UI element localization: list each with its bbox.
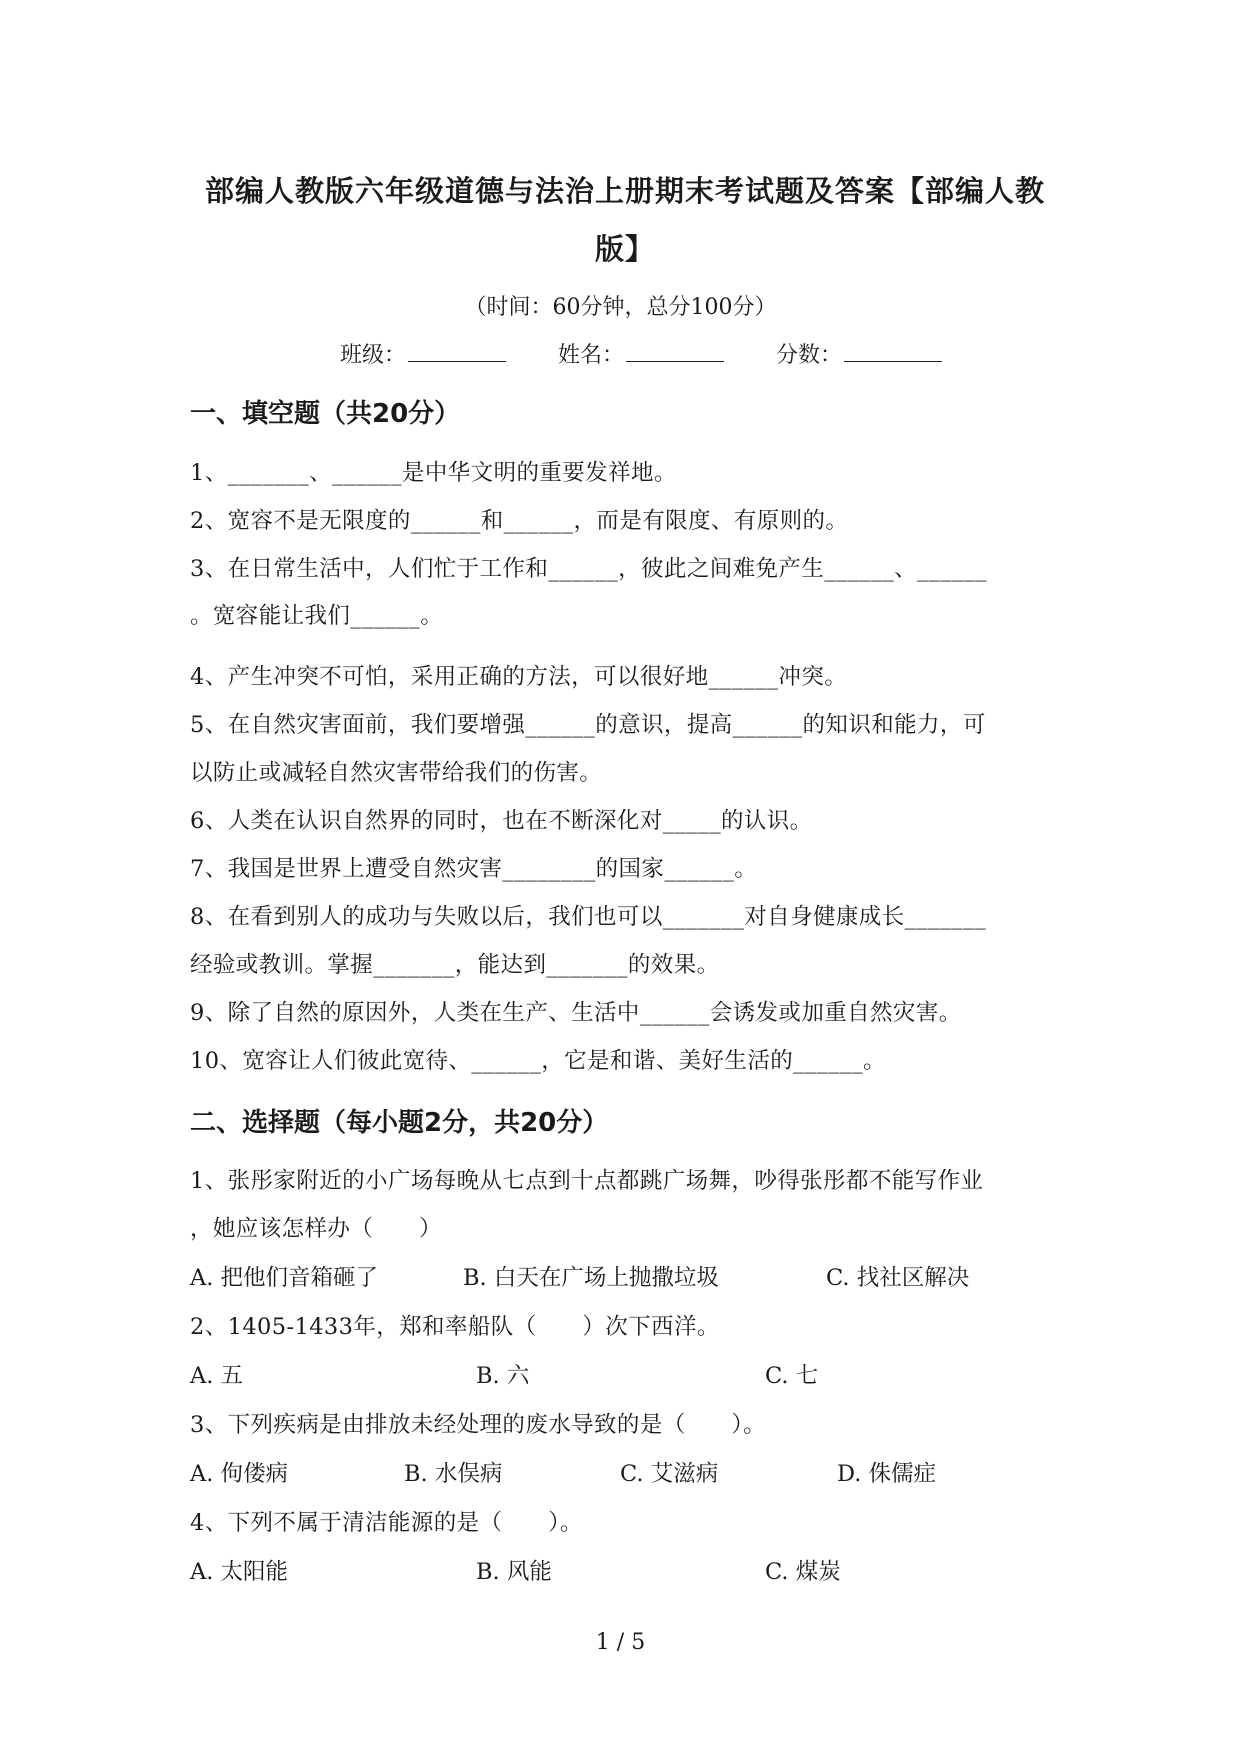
name-blank <box>626 339 724 362</box>
score-label: 分数： <box>776 343 843 368</box>
option-a: A. 太阳能 <box>190 1559 289 1585</box>
option-c: C. 七 <box>765 1363 819 1389</box>
option-b: B. 水俣病 <box>404 1461 503 1487</box>
question-stem: 4、下列不属于清洁能源的是（ ）。 <box>190 1510 583 1536</box>
question-line: 经验或教训。掌握_______，能达到_______的效果。 <box>190 952 720 978</box>
exam-time-info: （时间：60分钟，总分100分） <box>464 295 777 320</box>
page-number: 1 / 5 <box>595 1630 646 1655</box>
question-line: 以防止或减轻自然灾害带给我们的伤害。 <box>190 760 603 786</box>
question-line: 10、宽容让人们彼此宽待、______，它是和谐、美好生活的______。 <box>190 1048 886 1074</box>
question-line: 6、人类在认识自然界的同时，也在不断深化对_____的认识。 <box>190 808 813 834</box>
question-line: 2、宽容不是无限度的______和______，而是有限度、有原则的。 <box>190 508 849 534</box>
question-line: 7、我国是世界上遭受自然灾害________的国家______。 <box>190 856 758 882</box>
option-a: A. 五 <box>190 1363 244 1389</box>
question-line: 4、产生冲突不可怕，采用正确的方法，可以很好地______冲突。 <box>190 664 848 690</box>
section-heading-multiple-choice: 二、选择题（每小题2分，共20分） <box>190 1108 609 1138</box>
question-stem: 1、张彤家附近的小广场每晚从七点到十点都跳广场舞，吵得张彤都不能写作业 <box>190 1168 984 1194</box>
class-field <box>340 338 506 369</box>
section-heading-fill-blank: 一、填空题（共20分） <box>190 399 461 429</box>
question-line: 9、除了自然的原因外，人类在生产、生活中______会诱发或加重自然灾害。 <box>190 1000 962 1026</box>
question-line: 1、_______、______是中华文明的重要发祥地。 <box>190 460 677 486</box>
option-a: A. 佝偻病 <box>190 1461 289 1487</box>
name-field <box>558 338 724 369</box>
question-line: 3、在日常生活中，人们忙于工作和______，彼此之间难免产生______、______ <box>190 556 987 582</box>
question-stem: 2、1405-1433年，郑和率船队（ ）次下西洋。 <box>190 1314 720 1340</box>
name-label: 姓名： <box>558 343 625 368</box>
option-b: B. 六 <box>476 1363 530 1389</box>
option-b: B. 风能 <box>476 1559 552 1585</box>
student-info-fields <box>340 338 994 369</box>
option-d: D. 侏儒症 <box>837 1461 937 1487</box>
class-label: 班级： <box>340 343 407 368</box>
option-a: A. 把他们音箱砸了 <box>190 1265 379 1291</box>
question-stem: ，她应该怎样办（ ） <box>190 1216 442 1242</box>
option-b: B. 白天在广场上抛撒垃圾 <box>463 1265 719 1291</box>
score-blank <box>844 339 942 362</box>
option-c: C. 艾滋病 <box>620 1461 719 1487</box>
question-line: 8、在看到别人的成功与失败以后，我们也可以_______对自身健康成长_______ <box>190 904 987 930</box>
page-title: 部编人教版六年级道德与法治上册期末考试题及答案【部编人教版】 <box>204 174 1045 266</box>
question-line: 。宽容能让我们______。 <box>190 603 444 629</box>
class-blank <box>408 339 506 362</box>
option-c: C. 找社区解决 <box>826 1265 970 1291</box>
score-field <box>776 338 942 369</box>
option-c: C. 煤炭 <box>765 1559 841 1585</box>
question-line: 5、在自然灾害面前，我们要增强______的意识，提高______的知识和能力，可 <box>190 712 986 738</box>
question-stem: 3、下列疾病是由排放未经处理的废水导致的是（ ）。 <box>190 1412 766 1438</box>
